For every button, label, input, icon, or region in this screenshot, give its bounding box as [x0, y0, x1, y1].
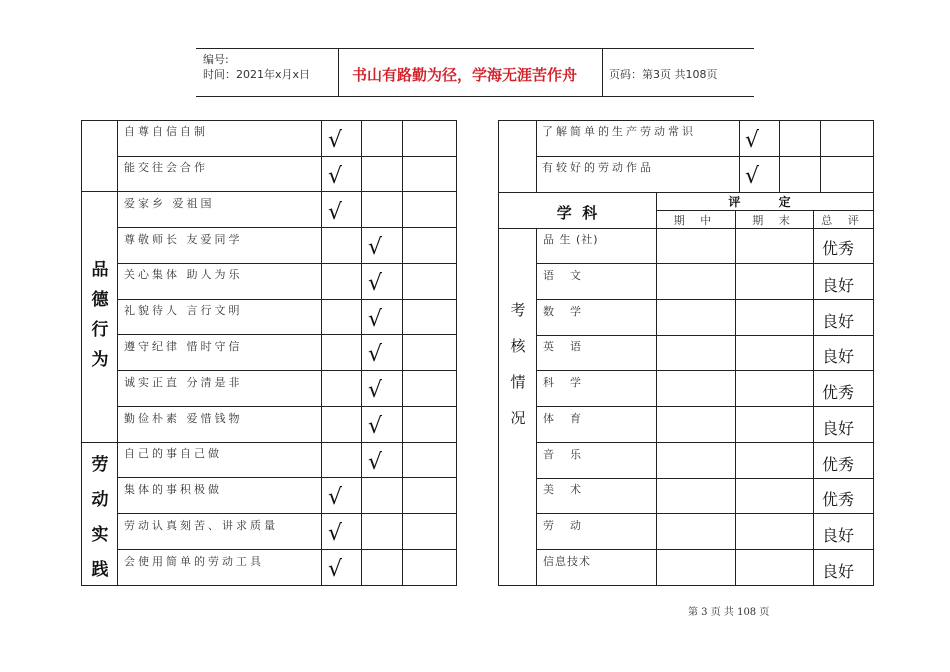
- check-mark: √: [745, 128, 760, 153]
- col-final: 期 末: [752, 214, 796, 227]
- overall-grade: 优秀: [822, 239, 855, 258]
- check-mark: √: [368, 450, 383, 475]
- subject-name: 品 生 (社): [543, 233, 599, 246]
- row-text: 会使用简单的劳动工具: [124, 555, 264, 568]
- check-mark: √: [368, 271, 383, 296]
- row-text: 集体的事积极做: [124, 483, 222, 496]
- row-text: 自己的事自己做: [124, 447, 222, 460]
- row-text: 尊敬师长 友爱同学: [124, 233, 243, 246]
- check-mark: √: [328, 128, 343, 153]
- row-text: 了解简单的生产劳动常识: [542, 125, 696, 138]
- check-mark: √: [368, 307, 383, 332]
- subject-name: 科 学: [543, 376, 584, 389]
- check-mark: √: [745, 164, 760, 189]
- category-labor: 劳动实践: [91, 455, 109, 580]
- overall-grade: 良好: [822, 347, 855, 366]
- col-overall: 总 评: [821, 214, 865, 227]
- overall-grade: 良好: [822, 312, 855, 331]
- subject-name: 美 术: [543, 483, 584, 496]
- subject-name: 音 乐: [543, 448, 584, 461]
- subject-header: 学 科: [556, 204, 598, 222]
- row-text: 礼貌待人 言行文明: [124, 304, 243, 317]
- subject-name: 数 学: [543, 305, 584, 318]
- subject-name: 信息技术: [543, 555, 591, 568]
- id-label: 编号:: [203, 53, 229, 66]
- row-text: 劳动认真刻苦、讲求质量: [124, 519, 278, 532]
- page-code: 页码：第3页 共108页: [609, 68, 718, 81]
- row-text: 能交往会合作: [124, 161, 208, 174]
- check-mark: √: [328, 485, 343, 510]
- row-text: 有较好的劳动作品: [542, 161, 654, 174]
- category-assessment: 考核情况: [510, 301, 526, 427]
- overall-grade: 良好: [822, 419, 855, 438]
- row-text: 诚实正直 分清是非: [124, 376, 243, 389]
- time-label: 时间：2021年x月x日: [203, 68, 311, 81]
- check-mark: √: [368, 414, 383, 439]
- row-text: 自尊自信自制: [124, 125, 208, 138]
- overall-grade: 优秀: [822, 455, 855, 474]
- category-conduct: 品德行为: [91, 260, 109, 370]
- subject-name: 体 育: [543, 412, 584, 425]
- row-text: 遵守纪律 惜时守信: [124, 340, 243, 353]
- subject-name: 语 文: [543, 269, 584, 282]
- check-mark: √: [328, 200, 343, 225]
- overall-grade: 优秀: [822, 490, 855, 509]
- check-mark: √: [328, 164, 343, 189]
- check-mark: √: [368, 235, 383, 260]
- motto-title: 书山有路勤为径，学海无涯苦作舟: [352, 66, 578, 84]
- overall-grade: 良好: [822, 526, 855, 545]
- row-text: 爱家乡 爱祖国: [124, 197, 215, 210]
- check-mark: √: [328, 521, 343, 546]
- page-footer: 第 3 页 共 108 页: [688, 607, 770, 618]
- check-mark: √: [328, 557, 343, 582]
- overall-grade: 良好: [822, 276, 855, 295]
- overall-grade: 良好: [822, 562, 855, 581]
- col-midterm: 期 中: [673, 214, 718, 227]
- row-text: 关心集体 助人为乐: [124, 268, 243, 281]
- row-text: 勤俭朴素 爱惜钱物: [124, 412, 243, 425]
- overall-grade: 优秀: [822, 383, 855, 402]
- check-mark: √: [368, 378, 383, 403]
- evaluation-header: 评 定: [728, 195, 801, 209]
- check-mark: √: [368, 342, 383, 367]
- subject-name: 劳 动: [543, 519, 584, 532]
- subject-name: 英 语: [543, 340, 584, 353]
